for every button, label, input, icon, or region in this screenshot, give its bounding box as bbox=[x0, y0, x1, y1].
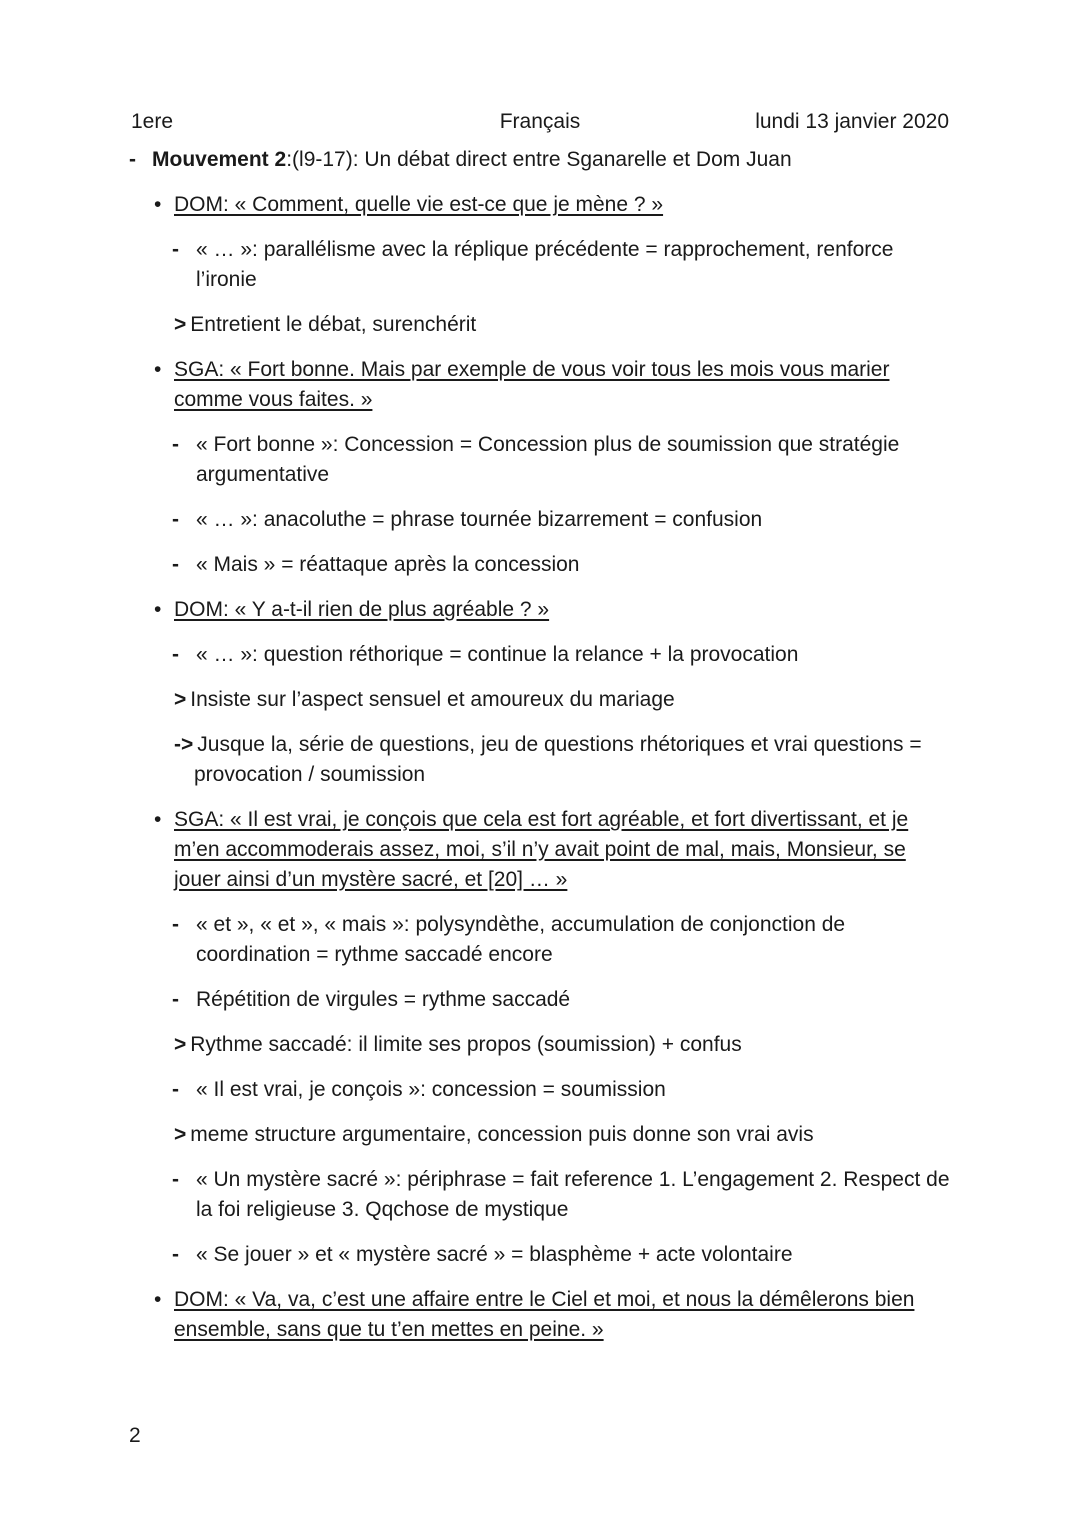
dash-marker: - bbox=[172, 433, 179, 456]
dash-text: « Fort bonne »: Concession = Concession plus de soumission que stratégie argumentative bbox=[196, 433, 900, 486]
dash-text: Répétition de virgules = rythme saccadé bbox=[196, 988, 571, 1011]
dash-marker: - bbox=[172, 1168, 179, 1191]
dash-item bbox=[172, 640, 950, 670]
quote-text: DOM: « Va, va, c’est une affaire entre le Ciel et moi, et nous la démêlerons bien ensemble, sans que tu t’en mettes en peine. » bbox=[174, 1288, 915, 1341]
page-number: 2 bbox=[129, 1424, 141, 1447]
dash-marker: - bbox=[172, 508, 179, 531]
quote-item bbox=[154, 355, 950, 415]
bullet-marker: • bbox=[154, 1288, 162, 1311]
dash-marker: - bbox=[172, 1243, 179, 1266]
section-title-rest: :(l9-17): Un débat direct entre Sganarelle et Dom Juan bbox=[286, 148, 792, 171]
dash-item bbox=[172, 1165, 950, 1225]
dash-item bbox=[172, 910, 950, 970]
arrow-item bbox=[174, 1120, 950, 1150]
dash-text: « et », « et », « mais »: polysyndèthe, accumulation de conjonction de coordination = rythme saccadé encore bbox=[196, 913, 846, 966]
dash-marker: - bbox=[172, 643, 179, 666]
dash-text: « Un mystère sacré »: périphrase = fait reference 1. L’engagement 2. Respect de la foi religieuse 3. Qqchose de mystique bbox=[196, 1168, 950, 1221]
header-subject: Français bbox=[499, 110, 581, 133]
dash-item bbox=[172, 235, 950, 295]
section-title-bold: Mouvement 2 bbox=[152, 148, 287, 171]
dash-item bbox=[172, 985, 950, 1015]
bullet-marker: • bbox=[154, 193, 162, 216]
arrow-item bbox=[174, 730, 954, 790]
dash-text: « … »: question réthorique = continue la relance + la provocation bbox=[196, 643, 799, 666]
section-heading bbox=[129, 145, 952, 175]
dash-item bbox=[172, 430, 950, 490]
quote-item bbox=[154, 190, 950, 220]
arrow-marker: > bbox=[174, 688, 187, 711]
quote-text: SGA: « Il est vrai, je conçois que cela est fort agréable, et fort divertissant, et je m’en accommoderais assez, moi, s’il n’y avait point de mal, mais, Monsieur, se jouer ainsi d’un mystère sacré, et [20] … » bbox=[174, 808, 909, 891]
dash-marker: - bbox=[172, 1078, 179, 1101]
dash-marker: - bbox=[172, 988, 179, 1011]
dash-marker: - bbox=[172, 913, 179, 936]
dash-item bbox=[172, 550, 950, 580]
arrow-text: meme structure argumentaire, concession puis donne son vrai avis bbox=[190, 1123, 814, 1146]
dash-marker: - bbox=[129, 148, 136, 171]
arrow-marker: > bbox=[174, 1033, 187, 1056]
dash-marker: - bbox=[172, 553, 179, 576]
header-level: 1ere bbox=[131, 110, 174, 133]
header-date: lundi 13 janvier 2020 bbox=[755, 110, 949, 133]
arrow-marker: > bbox=[174, 313, 187, 336]
dash-text: « Mais » = réattaque après la concession bbox=[196, 553, 580, 576]
dash-marker: - bbox=[172, 238, 179, 261]
arrow-marker: -> bbox=[174, 733, 194, 756]
arrow-text: Rythme saccadé: il limite ses propos (soumission) + confus bbox=[190, 1033, 742, 1056]
bullet-marker: • bbox=[154, 808, 162, 831]
quote-text: SGA: « Fort bonne. Mais par exemple de vous voir tous les mois vous marier comme vous faites. » bbox=[174, 358, 890, 411]
dash-item bbox=[172, 1240, 950, 1270]
quote-text: DOM: « Y a-t-il rien de plus agréable ? » bbox=[174, 598, 550, 621]
arrow-text: Insiste sur l’aspect sensuel et amoureux du mariage bbox=[190, 688, 675, 711]
dash-item bbox=[172, 1075, 950, 1105]
arrow-marker: > bbox=[174, 1123, 187, 1146]
arrow-item bbox=[174, 310, 950, 340]
quote-item bbox=[154, 1285, 950, 1345]
quote-item bbox=[154, 805, 950, 895]
dash-text: « Il est vrai, je conçois »: concession = soumission bbox=[196, 1078, 666, 1101]
dash-text: « Se jouer » et « mystère sacré » = blasphème + acte volontaire bbox=[196, 1243, 793, 1266]
arrow-text: Jusque la, série de questions, jeu de questions rhétoriques et vrai questions = provocation / soumission bbox=[194, 733, 922, 786]
bullet-marker: • bbox=[154, 598, 162, 621]
dash-text: « … »: anacoluthe = phrase tournée bizarrement = confusion bbox=[196, 508, 763, 531]
dash-text: « … »: parallélisme avec la réplique précédente = rapprochement, renforce l’ironie bbox=[196, 238, 894, 291]
arrow-text: Entretient le débat, surenchérit bbox=[190, 313, 477, 336]
quote-text: DOM: « Comment, quelle vie est-ce que je mène ? » bbox=[174, 193, 664, 216]
bullet-marker: • bbox=[154, 358, 162, 381]
quote-item bbox=[154, 595, 950, 625]
arrow-item bbox=[174, 685, 950, 715]
arrow-item bbox=[174, 1030, 950, 1060]
dash-item bbox=[172, 505, 950, 535]
